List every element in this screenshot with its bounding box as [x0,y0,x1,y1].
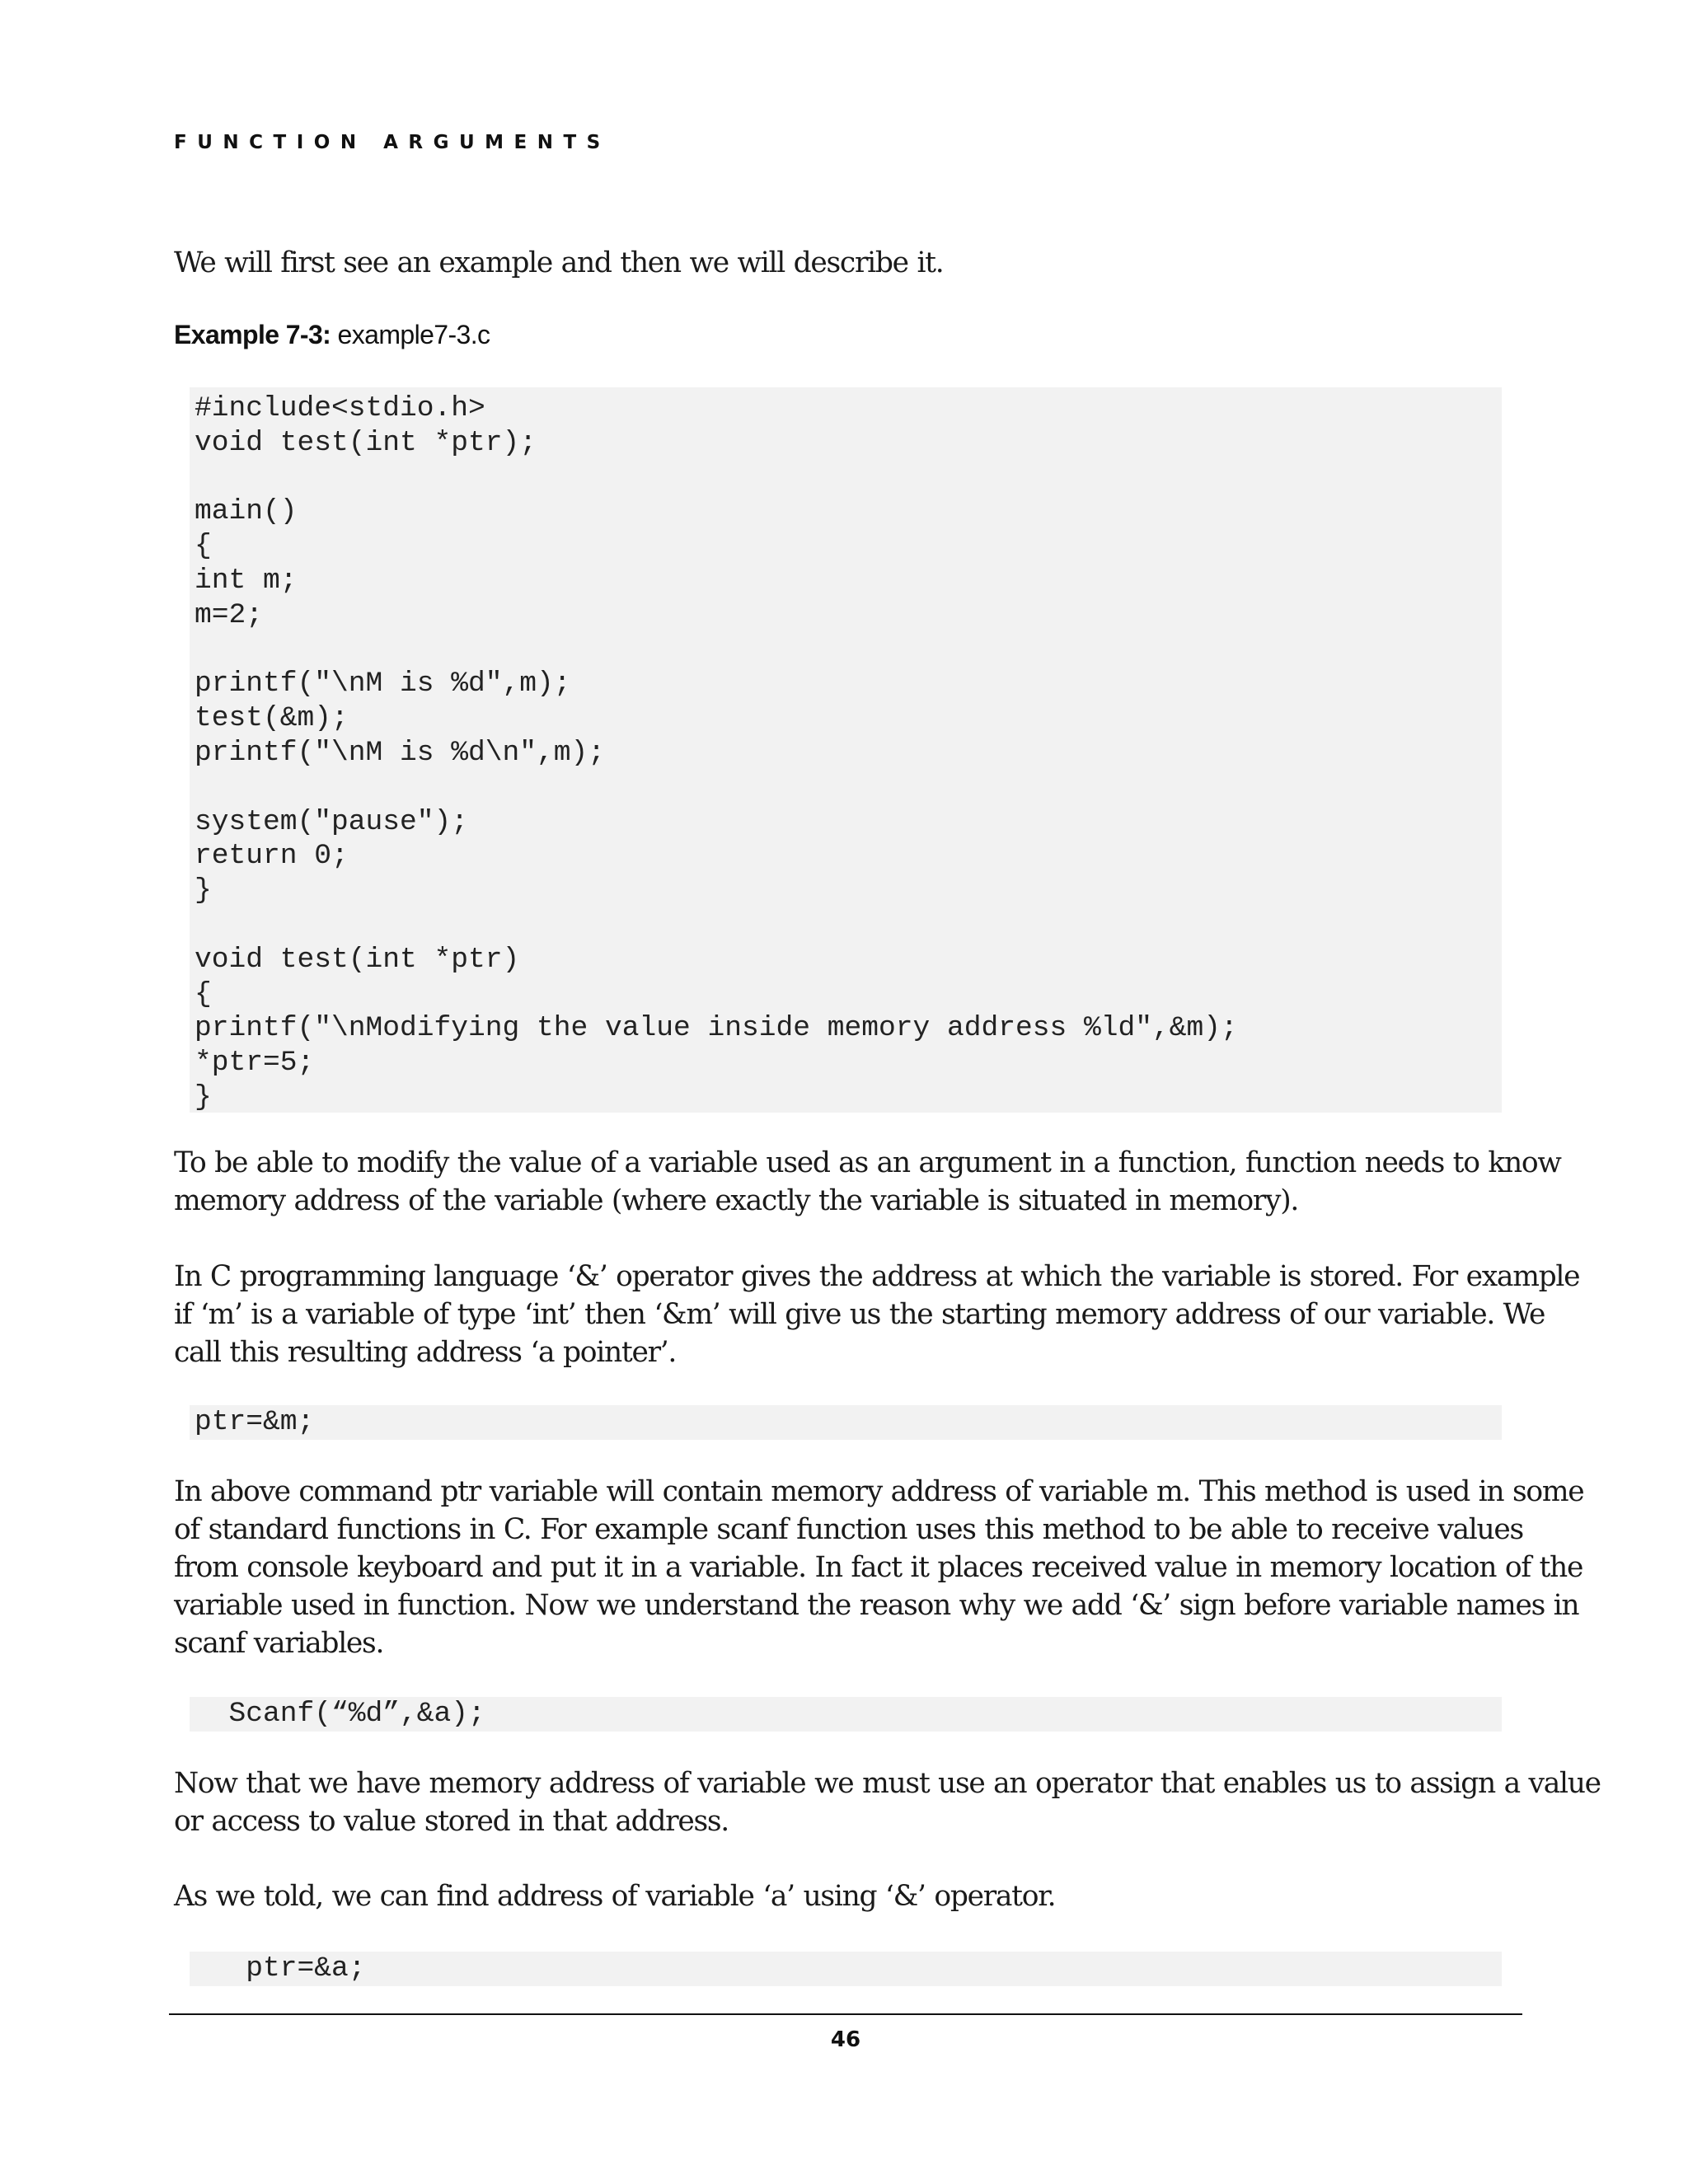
text-line: As we told, we can find address of variable ‘a’ using ‘&’ operator. [174,1880,1056,1913]
code-snippet-ptr-a [190,1952,1502,1986]
text-line: or access to value stored in that address. [174,1805,729,1838]
running-header: FUNCTION ARGUMENTS [174,132,611,153]
code-line: ptr=&a; [195,1952,366,1985]
code-line: printf("\nM is %d",m); [195,668,571,701]
text-line: To be able to modify the value of a variable used as an argument in a function, function needs to know [174,1146,1561,1179]
page-number: 46 [830,2027,861,2052]
text-line: scanf variables. [174,1627,384,1660]
footer-divider [169,2013,1522,2015]
code-line: return 0; [195,840,349,873]
text-line: Now that we have memory address of variable we must use an operator that enables us to assign a value [174,1767,1601,1800]
code-line: { [195,530,212,563]
example-caption [174,320,490,350]
text-line: call this resulting address ‘a pointer’. [174,1336,677,1369]
example-label: Example 7-3: [174,320,331,349]
code-line: } [195,1080,212,1113]
code-line: void test(int *ptr); [195,426,537,459]
code-line: printf("\nModifying the value inside memory address %ld",&m); [195,1012,1238,1045]
text-line: if ‘m’ is a variable of type ‘int’ then ‘&m’ will give us the starting memory address of our variable. We [174,1298,1545,1331]
code-listing [190,387,1502,1113]
code-line: int m; [195,564,298,597]
code-snippet-scanf [190,1697,1502,1732]
code-line: #include<stdio.h> [195,392,485,424]
code-line: printf("\nM is %d\n",m); [195,736,606,769]
code-line: Scanf(“%d”,&a); [195,1698,485,1730]
paragraph-ampersand-operator [174,1258,1580,1371]
code-line [195,461,1502,495]
example-filename: example7-3.c [337,320,490,349]
paragraph-scanf-method [174,1473,1584,1662]
text-line: variable used in function. Now we understand the reason why we add ‘&’ sign before variable names in [174,1589,1579,1622]
code-line: m=2; [195,598,264,631]
text-line: memory address of the variable (where exactly the variable is situated in memory). [174,1184,1299,1217]
text-line: of standard functions in C. For example scanf function uses this method to be able to receive values [174,1513,1523,1546]
text-line: In C programming language ‘&’ operator gives the address at which the variable is stored. For example [174,1260,1580,1293]
paragraph-address-needed [174,1144,1561,1220]
intro-paragraph: We will first see an example and then we will describe it. [174,246,944,279]
code-line: void test(int *ptr) [195,943,520,976]
code-line: main() [195,495,298,528]
text-line: In above command ptr variable will contain memory address of variable m. This method is used in some [174,1475,1584,1508]
code-line: ptr=&m; [195,1406,315,1438]
code-line: { [195,977,212,1010]
code-line [195,633,1502,668]
paragraph-operator-needed [174,1765,1601,1840]
code-line: system("pause"); [195,805,469,838]
code-line: test(&m); [195,702,349,735]
text-line: from console keyboard and put it in a variable. In fact it places received value in memory location of the [174,1551,1583,1584]
code-line [195,771,1502,805]
code-line [195,908,1502,943]
paragraph-as-we-told [174,1877,1526,1915]
code-line: *ptr=5; [195,1047,315,1080]
code-snippet-ptr-m [190,1405,1502,1440]
code-line: } [195,874,212,907]
